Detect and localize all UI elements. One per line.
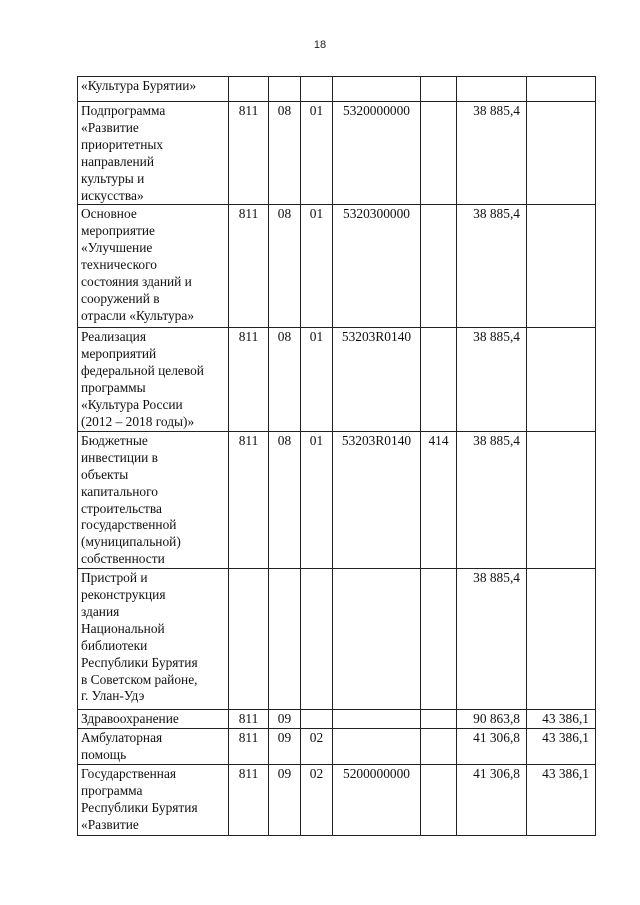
col2-cell: 08 xyxy=(269,102,301,205)
col5-cell xyxy=(421,102,457,205)
table-row xyxy=(78,431,596,568)
col5-cell xyxy=(421,77,457,102)
col1-cell xyxy=(229,77,269,102)
col6-cell: 38 885,4 xyxy=(457,431,527,568)
col7-cell xyxy=(527,77,596,102)
table-row xyxy=(78,569,596,710)
col2-cell: 08 xyxy=(269,431,301,568)
col3-cell: 01 xyxy=(301,328,333,431)
col3-cell xyxy=(301,569,333,710)
col6-cell: 38 885,4 xyxy=(457,569,527,710)
col7-cell xyxy=(527,431,596,568)
col2-cell xyxy=(269,77,301,102)
col2-cell: 09 xyxy=(269,729,301,765)
table-row xyxy=(78,77,596,102)
col3-cell xyxy=(301,77,333,102)
col4-cell xyxy=(333,569,421,710)
col1-cell: 811 xyxy=(229,102,269,205)
col5-cell xyxy=(421,765,457,836)
col5-cell xyxy=(421,729,457,765)
table-row xyxy=(78,102,596,205)
col6-cell xyxy=(457,77,527,102)
col4-cell xyxy=(333,729,421,765)
table-row xyxy=(78,729,596,765)
col2-cell: 08 xyxy=(269,205,301,328)
row-name: Основное мероприятие «Улучшение технического состояния зданий и сооружений в отрасли «Культура» xyxy=(78,205,229,328)
row-name: Реализация мероприятий федеральной целевой программы «Культура России (2012 – 2018 годы)» xyxy=(78,328,229,431)
col5-cell xyxy=(421,328,457,431)
row-name: Государственная программа Республики Бурятия «Развитие xyxy=(78,765,229,836)
col4-cell: 5320000000 xyxy=(333,102,421,205)
row-name: Бюджетные инвестиции в объекты капитального строительства государственной (муниципальной) собственности xyxy=(78,431,229,568)
table-row xyxy=(78,205,596,328)
col6-cell: 41 306,8 xyxy=(457,765,527,836)
col2-cell: 09 xyxy=(269,710,301,729)
row-name: Подпрограмма «Развитие приоритетных направлений культуры и искусства» xyxy=(78,102,229,205)
col3-cell: 02 xyxy=(301,765,333,836)
col6-cell: 38 885,4 xyxy=(457,205,527,328)
col5-cell xyxy=(421,205,457,328)
col2-cell xyxy=(269,569,301,710)
col1-cell: 811 xyxy=(229,765,269,836)
col5-cell: 414 xyxy=(421,431,457,568)
col1-cell: 811 xyxy=(229,710,269,729)
col5-cell xyxy=(421,569,457,710)
col1-cell: 811 xyxy=(229,205,269,328)
col7-cell: 43 386,1 xyxy=(527,765,596,836)
col7-cell xyxy=(527,102,596,205)
table-row xyxy=(78,710,596,729)
col4-cell xyxy=(333,77,421,102)
col3-cell: 01 xyxy=(301,431,333,568)
table-row xyxy=(78,765,596,836)
col6-cell: 41 306,8 xyxy=(457,729,527,765)
col4-cell xyxy=(333,710,421,729)
col7-cell xyxy=(527,569,596,710)
col5-cell xyxy=(421,710,457,729)
col4-cell: 5200000000 xyxy=(333,765,421,836)
col3-cell: 02 xyxy=(301,729,333,765)
table-row xyxy=(78,328,596,431)
col4-cell: 53203R0140 xyxy=(333,328,421,431)
col1-cell: 811 xyxy=(229,328,269,431)
budget-table xyxy=(77,76,596,836)
col3-cell: 01 xyxy=(301,102,333,205)
col2-cell: 09 xyxy=(269,765,301,836)
col3-cell xyxy=(301,710,333,729)
col6-cell: 90 863,8 xyxy=(457,710,527,729)
col1-cell: 811 xyxy=(229,729,269,765)
col7-cell: 43 386,1 xyxy=(527,710,596,729)
col6-cell: 38 885,4 xyxy=(457,102,527,205)
col1-cell xyxy=(229,569,269,710)
row-name: Пристрой и реконструкция здания Национальной библиотеки Республики Бурятия в Советском районе, г. Улан-Удэ xyxy=(78,569,229,710)
col4-cell: 53203R0140 xyxy=(333,431,421,568)
page-number: 18 xyxy=(313,39,327,51)
col7-cell: 43 386,1 xyxy=(527,729,596,765)
row-name: Здравоохранение xyxy=(78,710,229,729)
col7-cell xyxy=(527,328,596,431)
col6-cell: 38 885,4 xyxy=(457,328,527,431)
col4-cell: 5320300000 xyxy=(333,205,421,328)
row-name: «Культура Бурятии» xyxy=(78,77,229,102)
col3-cell: 01 xyxy=(301,205,333,328)
col7-cell xyxy=(527,205,596,328)
row-name: Амбулаторная помощь xyxy=(78,729,229,765)
col2-cell: 08 xyxy=(269,328,301,431)
col1-cell: 811 xyxy=(229,431,269,568)
